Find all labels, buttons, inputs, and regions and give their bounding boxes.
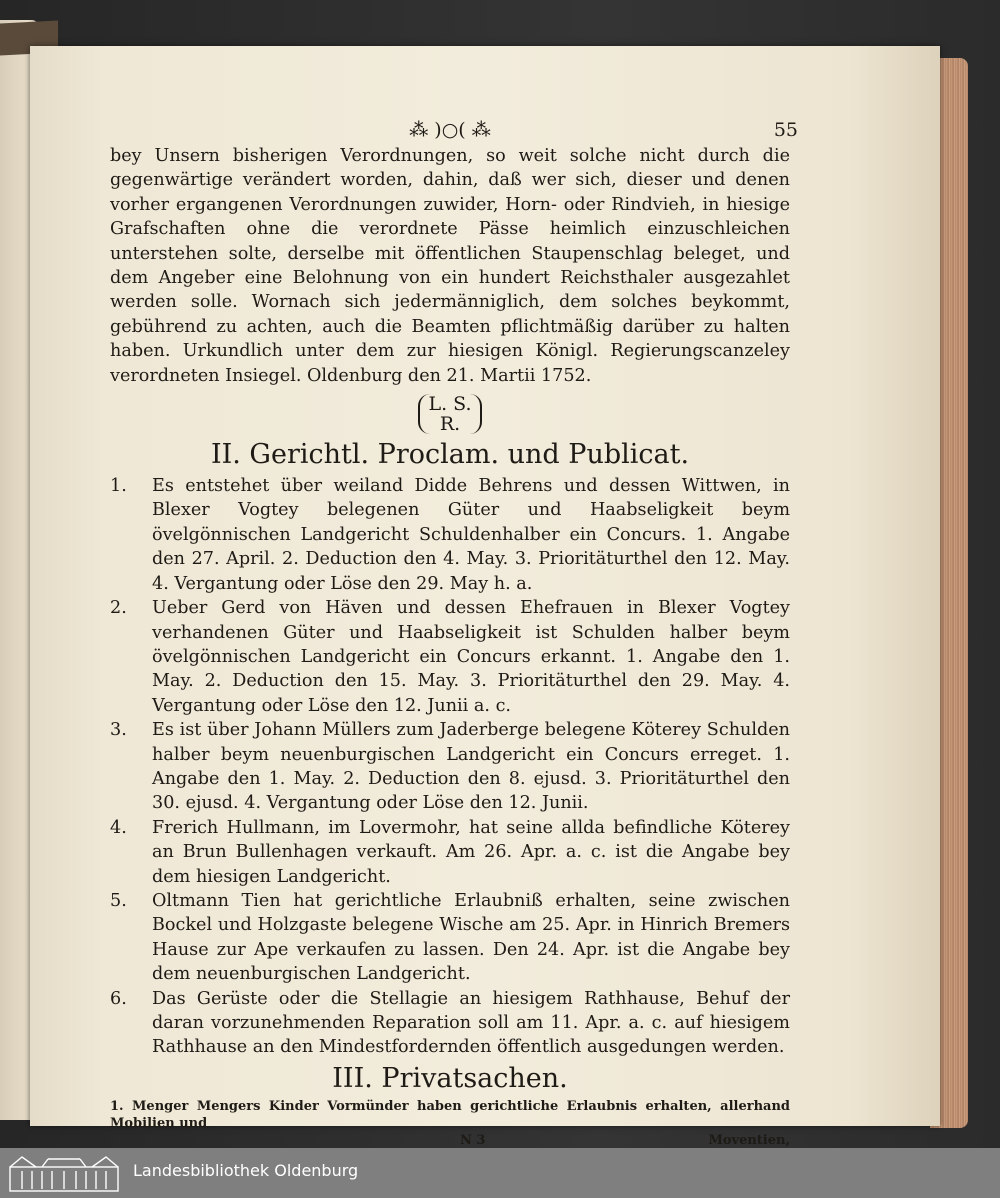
header-ornament: ⁂ )○( ⁂	[409, 119, 491, 141]
page-header	[110, 118, 798, 144]
section-3-title: III. Privatsachen.	[332, 1062, 568, 1094]
list-item: 2. Ueber Gerd von Häven und dessen Ehefrauen in Blexer Vogtey verhandenen Güter und Haabseligkeit ist Schulden halber beym övelgönnischen Landgericht ein Concurs erkannt. 1. Angabe den 1. May. 2. Deduction den 15. May. 3. Prioritäturthel den 29. May. 4. Vergantung oder Löse den 12. Junii a. c.	[110, 598, 790, 716]
private-matters	[110, 1098, 790, 1149]
footer-bar	[0, 1148, 1000, 1198]
private-line: 1. Menger Mengers Kinder Vormünder haben gerichtliche Erlaubnis erhalten, allerhand Mobilien und	[110, 1098, 790, 1131]
library-building-icon	[8, 1153, 120, 1193]
list-item: 1. Es entstehet über weiland Didde Behrens und dessen Wittwen, in Blexer Vogtey belegenen Güter und Haabseligkeit beym övelgönnischen Landgericht Schuldenhalber ein Concurs. 1. Angabe den 27. April. 2. Deduction den 4. May. 3. Prioritäturthel den 12. May. 4. Vergantung oder Löse den 29. May h. a.	[110, 476, 790, 594]
proclamation-list	[110, 474, 790, 1060]
seal	[110, 394, 790, 434]
page-text	[110, 118, 798, 1149]
page-number: 55	[773, 119, 798, 141]
list-item: 4. Frerich Hullmann, im Lovermohr, hat seine allda befindliche Köterey an Brun Bullenhagen verkauft. Am 26. Apr. a. c. ist die Angabe bey dem hiesigen Landgericht.	[110, 817, 790, 887]
signature-mark: N 3	[460, 1132, 486, 1148]
seal-mark	[418, 394, 481, 434]
seal-top: L. S.	[428, 393, 472, 416]
list-item: 6. Das Gerüste oder die Stellagie an hiesigem Rathhause, Behuf der daran vorzunehmenden Reparation soll am 11. Apr. a. c. auf hiesigem Rathhause an den Mindestfordernden öffentlich ausgedungen werden.	[110, 988, 790, 1058]
library-name[interactable]: Landesbibliothek Oldenburg	[133, 1161, 359, 1180]
intro-paragraph: bey Unsern bisherigen Verordnungen, so weit solche nicht durch die gegenwärtige verändert worden, dahin, daß wer sich, dieser und denen vorher ergangenen Verordnungen zuwider, Horn- oder Rindvieh, in hiesige Grafschaften ohne die verordnete Pässe heimlich einzuschleichen unterstehen solte, derselbe mit öffentlichen Staupenschlag beleget, und dem Angeber eine Belohnung von ein hundert Reichsthaler ausgezahlet werden solle. Wornach sich jedermänniglich, dem solches beykommt, gebührend zu achten, auch die Beamten pflichtmäßig darüber zu halten haben. Urkundlich unter dem zur hiesigen Königl. Regierungscanzeley verordneten Insiegel. Oldenburg den 21. Martii 1752.	[110, 146, 790, 386]
section-2-title: II. Gerichtl. Proclam. und Publicat.	[210, 439, 690, 471]
list-item: 5. Oltmann Tien hat gerichtliche Erlaubniß erhalten, seine zwischen Bockel und Holzgaste belegene Wische am 25. Apr. in Hinrich Bremers Hause zur Ape verkaufen zu lassen. Den 24. Apr. ist die Angabe bey dem neuenburgischen Landgericht.	[110, 890, 790, 985]
list-item: 3. Es ist über Johann Müllers zum Jaderberge belegene Köterey Schulden halber beym neuenburgischen Landgericht ein Concurs erreget. 1. Angabe den 1. May. 2. Deduction den 8. ejusd. 3. Prioritäturthel den 30. ejusd. 4. Vergantung oder Löse den 12. Junii.	[110, 720, 790, 814]
catchword: Moventien,	[708, 1132, 790, 1148]
seal-bottom: R.	[439, 413, 461, 436]
